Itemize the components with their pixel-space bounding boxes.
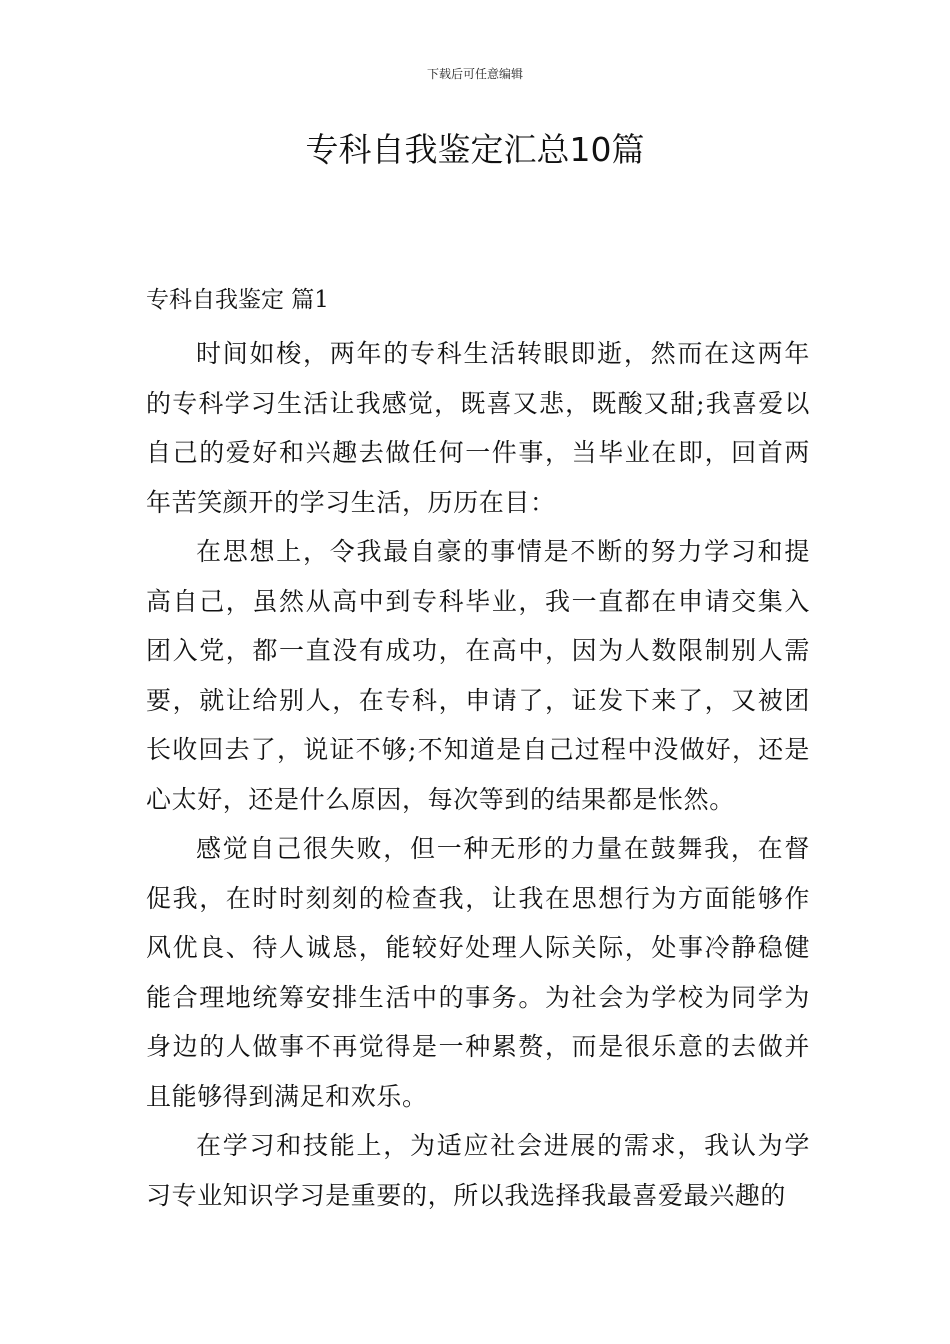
paragraph-1: 时间如梭，两年的专科生活转眼即逝，然而在这两年的专科学习生活让我感觉，既喜又悲，既酸又甜;我喜爱以自己的爱好和兴趣去做任何一件事，当毕业在即，回首两年苦笑颜开的学习生活，历历在目：: [146, 339, 810, 517]
paragraph-3: 感觉自己很失败，但一种无形的力量在鼓舞我，在督促我，在时时刻刻的检查我，让我在思想行为方面能够作风优良、待人诚恳，能较好处理人际关际，处事冷静稳健能合理地统筹安排生活中的事务。为社会为学校为同学为身边的人做事不再觉得是一种累赘，而是很乐意的去做并且能够得到满足和欢乐。: [146, 834, 810, 1111]
document-body: [146, 279, 810, 1220]
paragraph-2: 在思想上，令我最自豪的事情是不断的努力学习和提高自己，虽然从高中到专科毕业，我一直都在申请交集入团入党，都一直没有成功，在高中，因为人数限制别人需要，就让给别人，在专科，申请了，证发下来了，又被团长收回去了，说证不够;不知道是自己过程中没做好，还是心太好，还是什么原因，每次等到的结果都是怅然。: [146, 537, 810, 814]
paragraph-4: 在学习和技能上，为适应社会进展的需求，我认为学习专业知识学习是重要的，所以我选择我最喜爱最兴趣的: [146, 1131, 810, 1210]
document-title: 专科自我鉴定汇总10篇: [305, 130, 645, 169]
section-heading: 专科自我鉴定 篇1: [146, 287, 329, 313]
header-note: 下载后可任意编辑: [426, 67, 523, 81]
